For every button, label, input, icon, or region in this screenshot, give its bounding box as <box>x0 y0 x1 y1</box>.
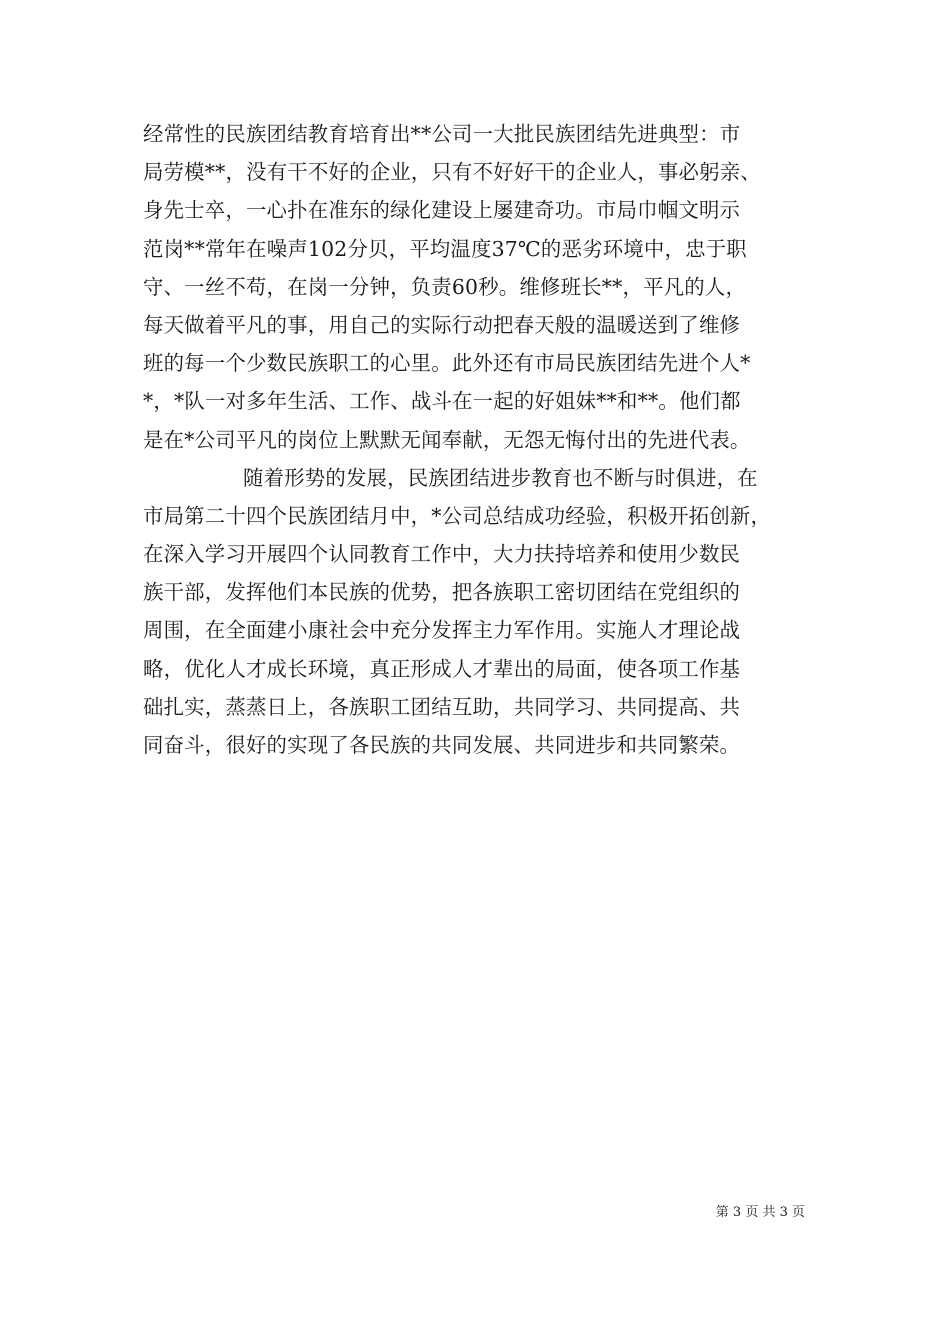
text-line: 局劳模**，没有干不好的企业，只有不好好干的企业人，事必躬亲、 <box>143 160 761 185</box>
text-line: 是在*公司平凡的岗位上默默无闻奉献，无怨无悔付出的先进代表。 <box>143 427 751 452</box>
text-line: 经常性的民族团结教育培育出**公司一大批民族团结先进典型：市 <box>143 122 741 146</box>
paragraph-1 <box>143 115 823 459</box>
text-line: 每天做着平凡的事，用自己的实际行动把春天般的温暖送到了维修 <box>143 312 741 337</box>
text-line: 础扎实，蒸蒸日上，各族职工团结互助，共同学习、共同提高、共 <box>143 694 741 719</box>
text-line: 周围，在全面建小康社会中充分发挥主力军作用。实施人才理论战 <box>143 618 741 643</box>
text-line: 市局第二十四个民族团结月中，*公司总结成功经验，积极开拓创新， <box>143 503 772 528</box>
document-body <box>143 115 823 764</box>
text-line: 略，优化人才成长环境，真正形成人才辈出的局面，使各项工作基 <box>143 656 741 681</box>
text-line: 族干部，发挥他们本民族的优势，把各族职工密切团结在党组织的 <box>143 580 741 605</box>
text-line: 同奋斗，很好的实现了各民族的共同发展、共同进步和共同繁荣。 <box>143 733 741 757</box>
page-number-footer: 第 3 页 共 3 页 <box>715 1205 805 1220</box>
text-line: 在深入学习开展四个认同教育工作中，大力扶持培养和使用少数民 <box>143 542 741 567</box>
text-line: *，*队一对多年生活、工作、战斗在一起的好姐妹**和**。他们都 <box>143 389 741 414</box>
paragraph-2 <box>143 459 823 765</box>
text-line: 守、一丝不苟，在岗一分钟，负责60秒。维修班长**，平凡的人， <box>143 274 747 299</box>
text-line: 身先士卒，一心扑在准东的绿化建设上屡建奇功。市局巾帼文明示 <box>143 198 741 223</box>
text-line: 班的每一个少数民族职工的心里。此外还有市局民族团结先进个人* <box>143 351 751 376</box>
text-line-indented: 随着形势的发展，民族团结进步教育也不断与时俱进，在 <box>243 465 758 490</box>
text-line: 范岗**常年在噪声102分贝，平均温度37℃的恶劣环境中，忠于职 <box>143 236 747 261</box>
